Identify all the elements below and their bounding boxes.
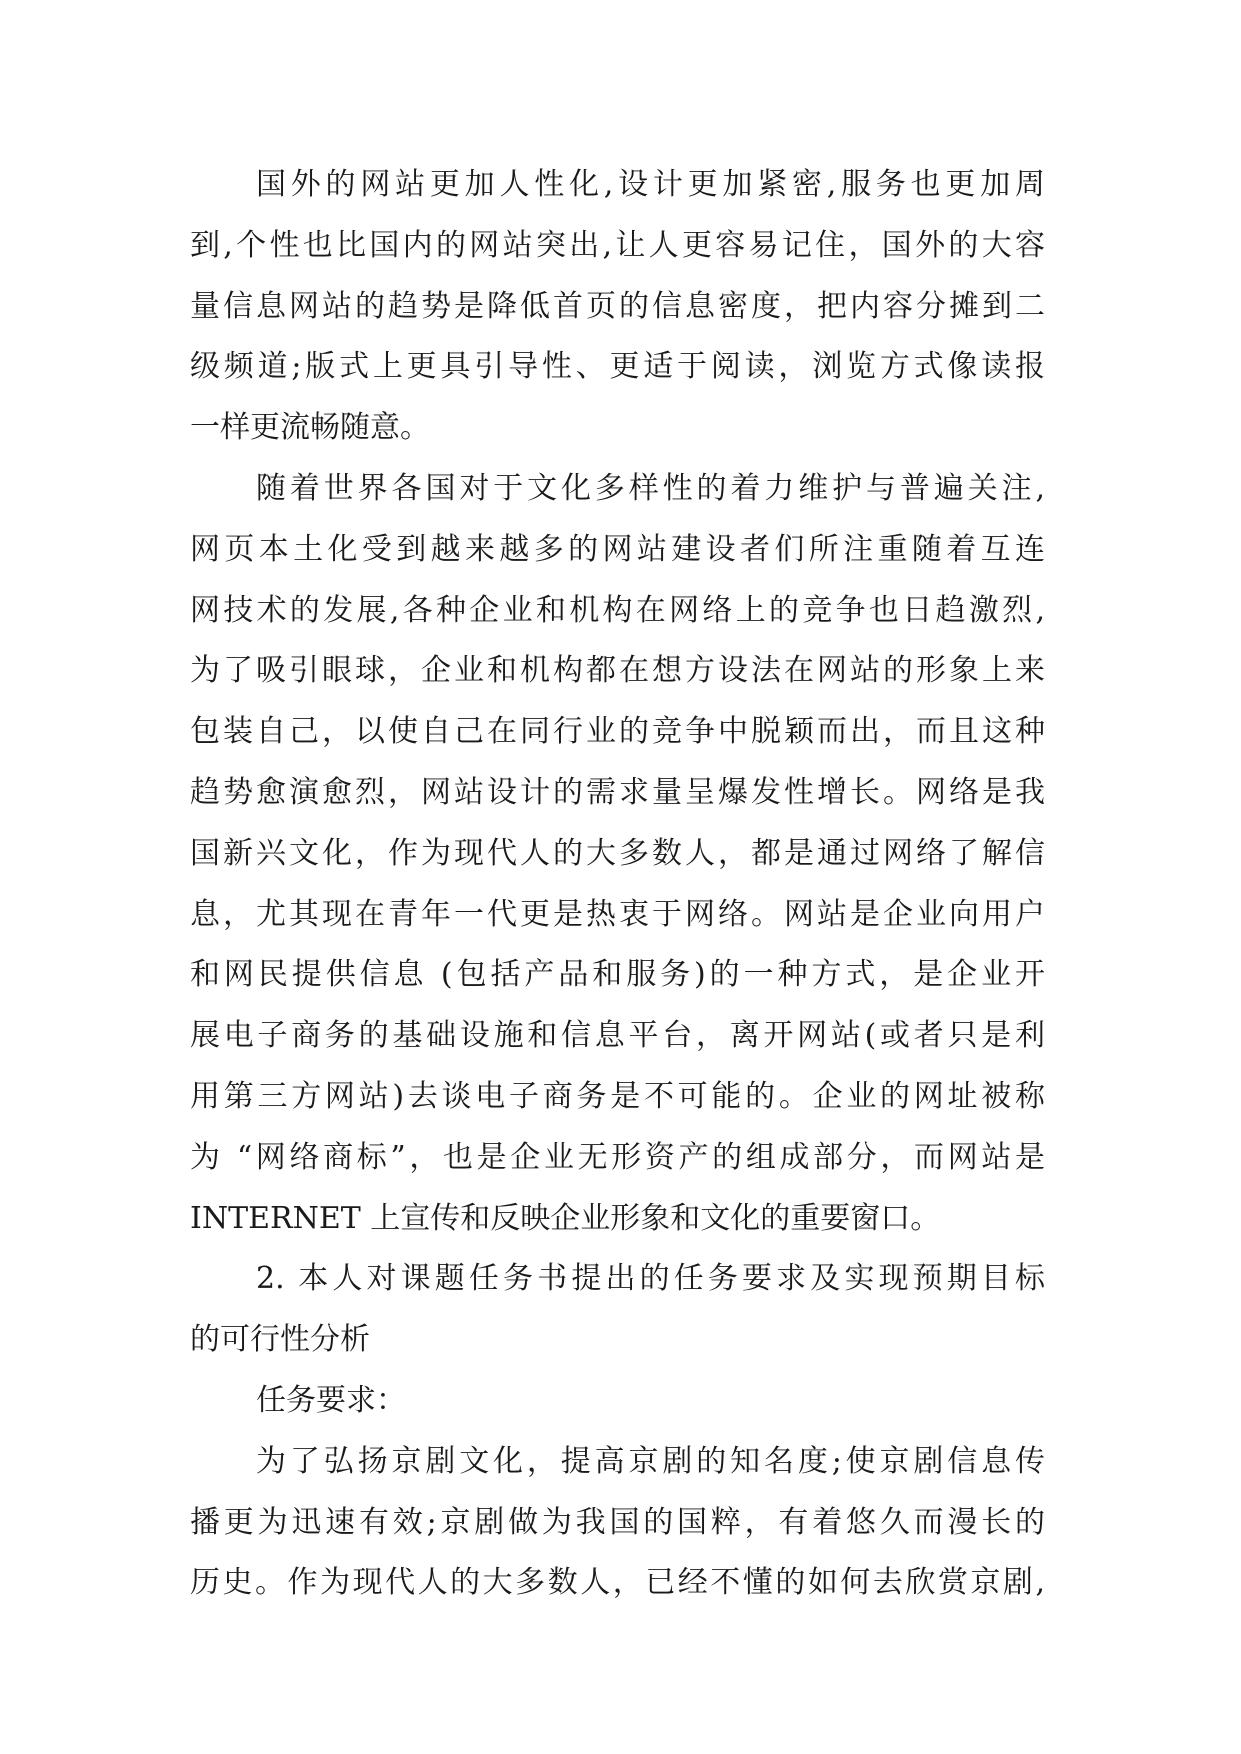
text-line: 展电子商务的基础设施和信息平台，离开网站(或者只是利	[190, 1018, 1045, 1054]
text-line: 播更为迅速有效;京剧做为我国的国粹，有着悠久而漫长的	[190, 1504, 1045, 1540]
text-line: 用第三方网站)去谈电子商务是不可能的。企业的网址被称	[190, 1078, 1045, 1114]
text-line: 趋势愈演愈烈，网站设计的需求量呈爆发性增长。网络是我	[190, 774, 1045, 810]
text-line: 为了弘扬京剧文化，提高京剧的知名度;使京剧信息传	[256, 1443, 1045, 1479]
text-line: 和网民提供信息 (包括产品和服务)的一种方式，是企业开	[190, 957, 1045, 993]
text-line: 国新兴文化，作为现代人的大多数人，都是通过网络了解信	[190, 835, 1045, 871]
text-line: 一样更流畅随意。	[190, 410, 430, 446]
text-line: 国外的网站更加人性化,设计更加紧密,服务也更加周	[256, 167, 1045, 202]
text-line: 息，尤其现在青年一代更是热衷于网络。网站是企业向用户	[190, 896, 1045, 932]
text-line: 级频道;版式上更具引导性、更适于阅读，浏览方式像读报	[190, 349, 1045, 385]
text-line: 为了吸引眼球，企业和机构都在想方设法在网站的形象上来	[190, 653, 1045, 689]
text-line: 包装自己，以使自己在同行业的竞争中脱颖而出，而且这种	[190, 714, 1045, 750]
text-line: 网页本土化受到越来越多的网站建设者们所注重随着互连	[190, 531, 1045, 567]
text-line: 到,个性也比国内的网站突出,让人更容易记住，国外的大容	[190, 227, 1045, 263]
text-line: INTERNET 上宣传和反映企业形象和文化的重要窗口。	[190, 1200, 941, 1236]
text-line: 任务要求：	[256, 1382, 406, 1418]
text-line: 的可行性分析	[190, 1322, 370, 1358]
text-line: 为 “网络商标”，也是企业无形资产的组成部分，而网站是	[190, 1139, 1045, 1175]
body-text	[190, 155, 1045, 1614]
text-line: 2. 本人对课题任务书提出的任务要求及实现预期目标	[256, 1261, 1045, 1297]
text-line: 随着世界各国对于文化多样性的着力维护与普遍关注,	[256, 470, 1045, 506]
text-line: 量信息网站的趋势是降低首页的信息密度，把内容分摊到二	[190, 288, 1045, 324]
text-line: 网技术的发展,各种企业和机构在网络上的竞争也日趋激烈,	[190, 592, 1045, 628]
text-line: 历史。作为现代人的大多数人，已经不懂的如何去欣赏京剧,	[190, 1565, 1045, 1601]
